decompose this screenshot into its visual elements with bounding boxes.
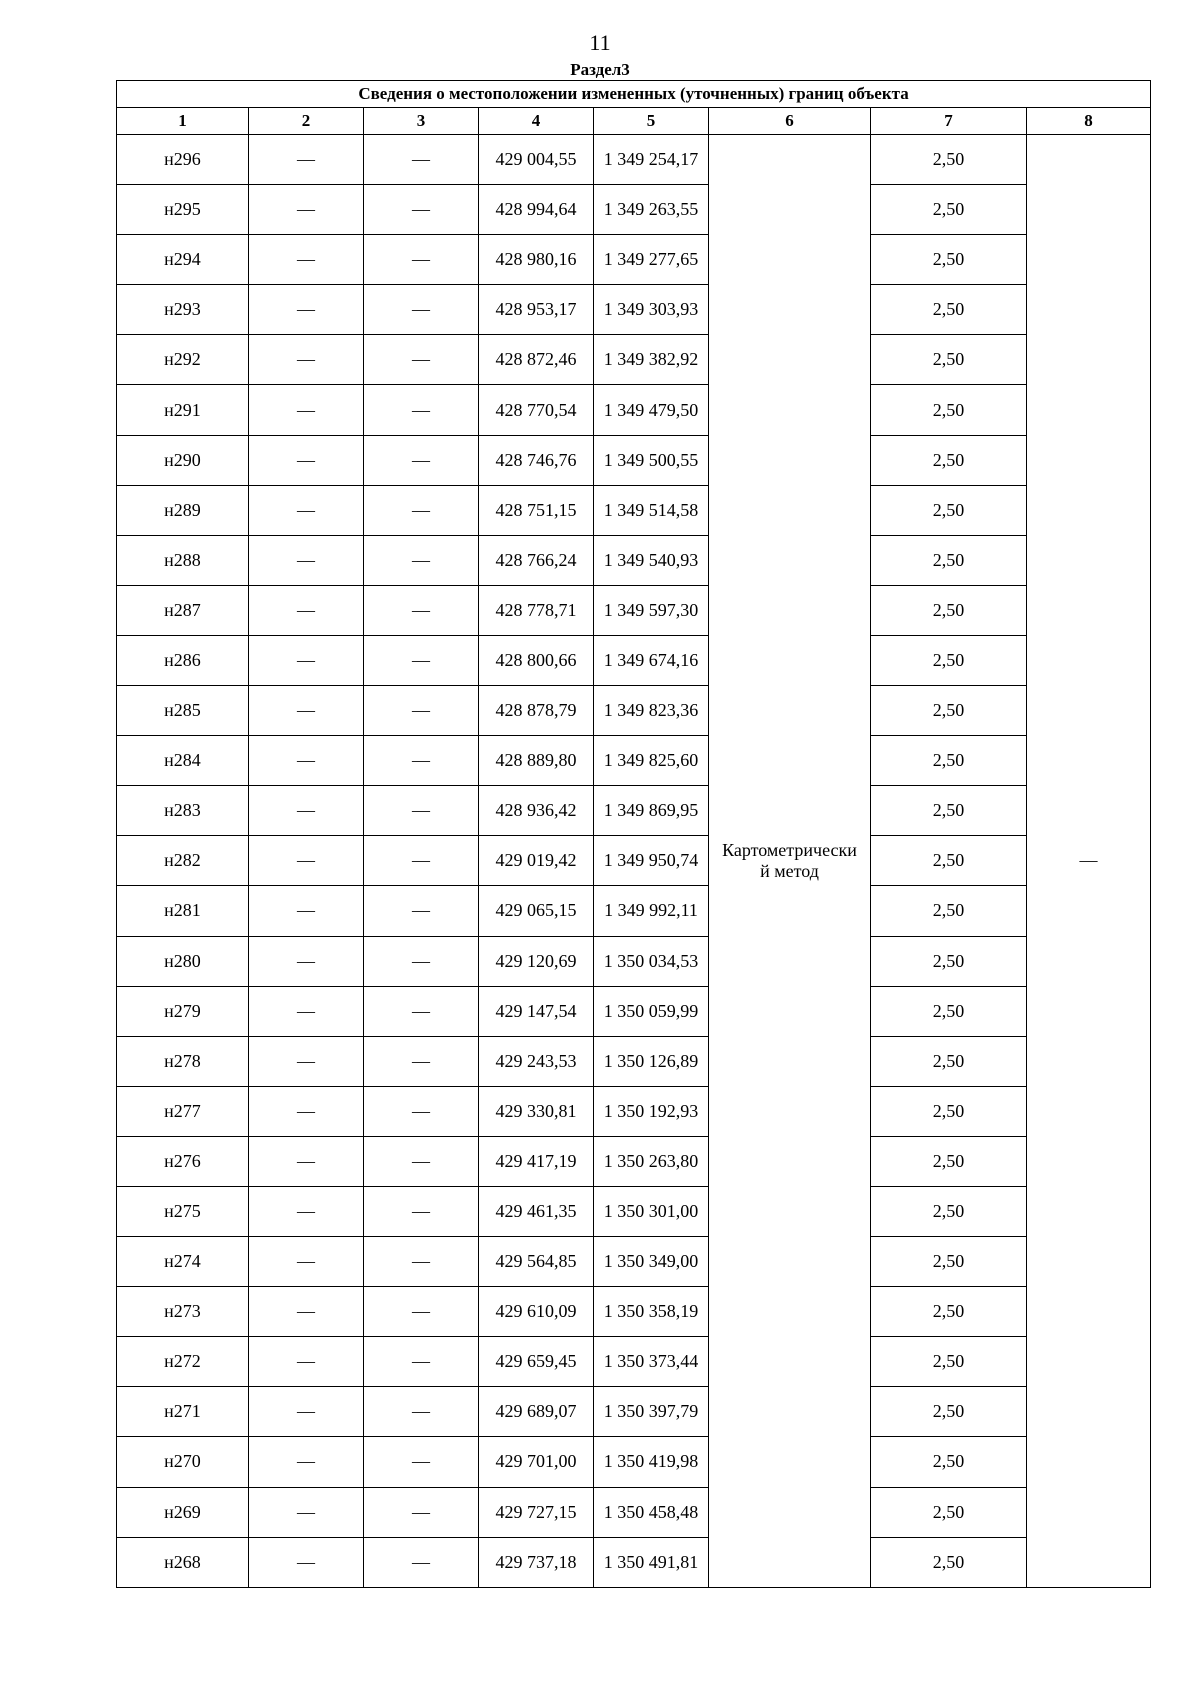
- y-coordinate-cell: 1 349 823,36: [594, 686, 709, 736]
- point-name-cell: н272: [117, 1337, 249, 1387]
- point-name-cell: н295: [117, 185, 249, 235]
- x-coordinate-cell: 429 019,42: [479, 836, 594, 886]
- column-3-dash-cell: —: [364, 135, 479, 185]
- column-2-dash-cell: —: [249, 986, 364, 1036]
- column-2-dash-cell: —: [249, 1086, 364, 1136]
- x-coordinate-cell: 428 751,15: [479, 485, 594, 535]
- column-3-dash-cell: —: [364, 836, 479, 886]
- column-2-dash-cell: —: [249, 485, 364, 535]
- column-2-dash-cell: —: [249, 1186, 364, 1236]
- column-number: 7: [871, 108, 1027, 135]
- accuracy-cell: 2,50: [871, 1537, 1027, 1587]
- accuracy-cell: 2,50: [871, 1186, 1027, 1236]
- column-2-dash-cell: —: [249, 1036, 364, 1086]
- column-3-dash-cell: —: [364, 585, 479, 635]
- y-coordinate-cell: 1 349 263,55: [594, 185, 709, 235]
- column-3-dash-cell: —: [364, 335, 479, 385]
- table-row: [117, 635, 1151, 685]
- table-body: [117, 135, 1151, 1588]
- y-coordinate-cell: 1 349 303,93: [594, 285, 709, 335]
- table-row: [117, 986, 1151, 1036]
- column-3-dash-cell: —: [364, 686, 479, 736]
- column-3-dash-cell: —: [364, 1036, 479, 1086]
- accuracy-cell: 2,50: [871, 936, 1027, 986]
- point-name-cell: н289: [117, 485, 249, 535]
- column-3-dash-cell: —: [364, 285, 479, 335]
- table-row: [117, 585, 1151, 635]
- x-coordinate-cell: 429 330,81: [479, 1086, 594, 1136]
- method-cell: [709, 135, 871, 1588]
- table-row: [117, 886, 1151, 936]
- column-2-dash-cell: —: [249, 936, 364, 986]
- column-number: 5: [594, 108, 709, 135]
- table-row: [117, 1537, 1151, 1587]
- table-row: [117, 1186, 1151, 1236]
- column-3-dash-cell: —: [364, 786, 479, 836]
- column-3-dash-cell: —: [364, 235, 479, 285]
- y-coordinate-cell: 1 349 825,60: [594, 736, 709, 786]
- accuracy-cell: 2,50: [871, 1437, 1027, 1487]
- column-3-dash-cell: —: [364, 1237, 479, 1287]
- column-2-dash-cell: —: [249, 385, 364, 435]
- point-name-cell: н268: [117, 1537, 249, 1587]
- table-row: [117, 736, 1151, 786]
- x-coordinate-cell: 429 004,55: [479, 135, 594, 185]
- x-coordinate-cell: 429 689,07: [479, 1387, 594, 1437]
- point-name-cell: н280: [117, 936, 249, 986]
- x-coordinate-cell: 428 980,16: [479, 235, 594, 285]
- column-2-dash-cell: —: [249, 686, 364, 736]
- point-name-cell: н271: [117, 1387, 249, 1437]
- x-coordinate-cell: 428 936,42: [479, 786, 594, 836]
- point-name-cell: н285: [117, 686, 249, 736]
- column-2-dash-cell: —: [249, 1487, 364, 1537]
- x-coordinate-cell: 428 770,54: [479, 385, 594, 435]
- table-row: [117, 535, 1151, 585]
- x-coordinate-cell: 428 953,17: [479, 285, 594, 335]
- column-2-dash-cell: —: [249, 585, 364, 635]
- column-2-dash-cell: —: [249, 185, 364, 235]
- y-coordinate-cell: 1 349 869,95: [594, 786, 709, 836]
- table-row: [117, 285, 1151, 335]
- x-coordinate-cell: 429 737,18: [479, 1537, 594, 1587]
- column-2-dash-cell: —: [249, 1136, 364, 1186]
- y-coordinate-cell: 1 350 263,80: [594, 1136, 709, 1186]
- table-row: [117, 1287, 1151, 1337]
- y-coordinate-cell: 1 349 597,30: [594, 585, 709, 635]
- accuracy-cell: 2,50: [871, 1136, 1027, 1186]
- column-2-dash-cell: —: [249, 285, 364, 335]
- x-coordinate-cell: 428 994,64: [479, 185, 594, 235]
- point-name-cell: н282: [117, 836, 249, 886]
- table-row: [117, 1387, 1151, 1437]
- column-2-dash-cell: —: [249, 535, 364, 585]
- y-coordinate-cell: 1 350 192,93: [594, 1086, 709, 1136]
- y-coordinate-cell: 1 349 500,55: [594, 435, 709, 485]
- column-2-dash-cell: —: [249, 1237, 364, 1287]
- accuracy-cell: 2,50: [871, 736, 1027, 786]
- accuracy-cell: 2,50: [871, 686, 1027, 736]
- point-name-cell: н281: [117, 886, 249, 936]
- accuracy-cell: 2,50: [871, 1086, 1027, 1136]
- y-coordinate-cell: 1 350 126,89: [594, 1036, 709, 1086]
- table-row: [117, 385, 1151, 435]
- column-number: 3: [364, 108, 479, 135]
- accuracy-cell: 2,50: [871, 1237, 1027, 1287]
- page-number: 11: [589, 30, 611, 55]
- x-coordinate-cell: 429 610,09: [479, 1287, 594, 1337]
- column-3-dash-cell: —: [364, 1387, 479, 1437]
- x-coordinate-cell: 428 872,46: [479, 335, 594, 385]
- y-coordinate-cell: 1 349 382,92: [594, 335, 709, 385]
- column-3-dash-cell: —: [364, 1337, 479, 1387]
- table-row: [117, 235, 1151, 285]
- y-coordinate-cell: 1 349 992,11: [594, 886, 709, 936]
- accuracy-cell: 2,50: [871, 285, 1027, 335]
- column-3-dash-cell: —: [364, 635, 479, 685]
- x-coordinate-cell: 429 727,15: [479, 1487, 594, 1537]
- column-3-dash-cell: —: [364, 1437, 479, 1487]
- accuracy-cell: 2,50: [871, 1337, 1027, 1387]
- accuracy-cell: 2,50: [871, 635, 1027, 685]
- table-row: [117, 1337, 1151, 1387]
- method-line: Картометрически: [722, 839, 857, 860]
- column-2-dash-cell: —: [249, 635, 364, 685]
- x-coordinate-cell: 429 417,19: [479, 1136, 594, 1186]
- column-2-dash-cell: —: [249, 886, 364, 936]
- table-row: [117, 936, 1151, 986]
- x-coordinate-cell: 428 889,80: [479, 736, 594, 786]
- point-name-cell: н275: [117, 1186, 249, 1236]
- x-coordinate-cell: 429 701,00: [479, 1437, 594, 1487]
- column-8-cell: —: [1027, 135, 1151, 1588]
- y-coordinate-cell: 1 349 540,93: [594, 535, 709, 585]
- point-name-cell: н274: [117, 1237, 249, 1287]
- table-row: [117, 1487, 1151, 1537]
- column-2-dash-cell: —: [249, 736, 364, 786]
- column-2-dash-cell: —: [249, 1387, 364, 1437]
- accuracy-cell: 2,50: [871, 585, 1027, 635]
- x-coordinate-cell: 429 120,69: [479, 936, 594, 986]
- point-name-cell: н284: [117, 736, 249, 786]
- point-name-cell: н292: [117, 335, 249, 385]
- y-coordinate-cell: 1 349 479,50: [594, 385, 709, 435]
- accuracy-cell: 2,50: [871, 786, 1027, 836]
- accuracy-cell: 2,50: [871, 986, 1027, 1036]
- x-coordinate-cell: 428 878,79: [479, 686, 594, 736]
- y-coordinate-cell: 1 349 674,16: [594, 635, 709, 685]
- table-title: Сведения о местоположении измененных (уточненных) границ объекта: [117, 81, 1151, 108]
- accuracy-cell: 2,50: [871, 1387, 1027, 1437]
- accuracy-cell: 2,50: [871, 1287, 1027, 1337]
- accuracy-cell: 2,50: [871, 535, 1027, 585]
- column-2-dash-cell: —: [249, 1437, 364, 1487]
- section-title: Раздел3: [570, 60, 630, 79]
- column-3-dash-cell: —: [364, 1086, 479, 1136]
- column-number: 8: [1027, 108, 1151, 135]
- column-3-dash-cell: —: [364, 1287, 479, 1337]
- point-name-cell: н294: [117, 235, 249, 285]
- table-row: [117, 335, 1151, 385]
- x-coordinate-cell: 429 659,45: [479, 1337, 594, 1387]
- y-coordinate-cell: 1 350 491,81: [594, 1537, 709, 1587]
- point-name-cell: н288: [117, 535, 249, 585]
- y-coordinate-cell: 1 350 034,53: [594, 936, 709, 986]
- column-2-dash-cell: —: [249, 135, 364, 185]
- point-name-cell: н277: [117, 1086, 249, 1136]
- x-coordinate-cell: 429 243,53: [479, 1036, 594, 1086]
- y-coordinate-cell: 1 350 458,48: [594, 1487, 709, 1537]
- table-row: [117, 135, 1151, 185]
- point-name-cell: н293: [117, 285, 249, 335]
- table-row: [117, 836, 1151, 886]
- column-3-dash-cell: —: [364, 986, 479, 1036]
- y-coordinate-cell: 1 350 419,98: [594, 1437, 709, 1487]
- column-2-dash-cell: —: [249, 1537, 364, 1587]
- point-name-cell: н290: [117, 435, 249, 485]
- column-2-dash-cell: —: [249, 836, 364, 886]
- point-name-cell: н273: [117, 1287, 249, 1337]
- point-name-cell: н287: [117, 585, 249, 635]
- x-coordinate-cell: 428 766,24: [479, 535, 594, 585]
- accuracy-cell: 2,50: [871, 335, 1027, 385]
- column-3-dash-cell: —: [364, 1537, 479, 1587]
- point-name-cell: н278: [117, 1036, 249, 1086]
- x-coordinate-cell: 429 065,15: [479, 886, 594, 936]
- accuracy-cell: 2,50: [871, 886, 1027, 936]
- column-3-dash-cell: —: [364, 1186, 479, 1236]
- accuracy-cell: 2,50: [871, 385, 1027, 435]
- point-name-cell: н291: [117, 385, 249, 435]
- x-coordinate-cell: 428 800,66: [479, 635, 594, 685]
- y-coordinate-cell: 1 349 514,58: [594, 485, 709, 535]
- column-3-dash-cell: —: [364, 535, 479, 585]
- column-2-dash-cell: —: [249, 1287, 364, 1337]
- point-name-cell: н269: [117, 1487, 249, 1537]
- table-row: [117, 1086, 1151, 1136]
- y-coordinate-cell: 1 349 277,65: [594, 235, 709, 285]
- accuracy-cell: 2,50: [871, 235, 1027, 285]
- accuracy-cell: 2,50: [871, 485, 1027, 535]
- table-row: [117, 1136, 1151, 1186]
- column-3-dash-cell: —: [364, 385, 479, 435]
- y-coordinate-cell: 1 349 254,17: [594, 135, 709, 185]
- accuracy-cell: 2,50: [871, 1487, 1027, 1537]
- point-name-cell: н279: [117, 986, 249, 1036]
- column-2-dash-cell: —: [249, 235, 364, 285]
- x-coordinate-cell: 428 746,76: [479, 435, 594, 485]
- y-coordinate-cell: 1 350 397,79: [594, 1387, 709, 1437]
- column-3-dash-cell: —: [364, 485, 479, 535]
- column-2-dash-cell: —: [249, 435, 364, 485]
- column-3-dash-cell: —: [364, 1487, 479, 1537]
- table-row: [117, 185, 1151, 235]
- column-3-dash-cell: —: [364, 1136, 479, 1186]
- method-line: й метод: [760, 860, 819, 881]
- accuracy-cell: 2,50: [871, 185, 1027, 235]
- x-coordinate-cell: 429 147,54: [479, 986, 594, 1036]
- y-coordinate-cell: 1 349 950,74: [594, 836, 709, 886]
- y-coordinate-cell: 1 350 373,44: [594, 1337, 709, 1387]
- table-row: [117, 1237, 1151, 1287]
- column-number: 1: [117, 108, 249, 135]
- column-2-dash-cell: —: [249, 786, 364, 836]
- y-coordinate-cell: 1 350 358,19: [594, 1287, 709, 1337]
- column-3-dash-cell: —: [364, 185, 479, 235]
- x-coordinate-cell: 428 778,71: [479, 585, 594, 635]
- table-row: [117, 435, 1151, 485]
- column-2-dash-cell: —: [249, 1337, 364, 1387]
- table-row: [117, 485, 1151, 535]
- y-coordinate-cell: 1 350 301,00: [594, 1186, 709, 1236]
- column-number: 6: [709, 108, 871, 135]
- column-3-dash-cell: —: [364, 435, 479, 485]
- boundary-table: [116, 80, 1151, 1588]
- column-number-row: [117, 108, 1151, 135]
- point-name-cell: н296: [117, 135, 249, 185]
- accuracy-cell: 2,50: [871, 135, 1027, 185]
- accuracy-cell: 2,50: [871, 435, 1027, 485]
- table-row: [117, 686, 1151, 736]
- y-coordinate-cell: 1 350 059,99: [594, 986, 709, 1036]
- table-row: [117, 1036, 1151, 1086]
- column-number: 4: [479, 108, 594, 135]
- accuracy-cell: 2,50: [871, 1036, 1027, 1086]
- point-name-cell: н276: [117, 1136, 249, 1186]
- accuracy-cell: 2,50: [871, 836, 1027, 886]
- point-name-cell: н270: [117, 1437, 249, 1487]
- column-2-dash-cell: —: [249, 335, 364, 385]
- column-3-dash-cell: —: [364, 886, 479, 936]
- point-name-cell: н283: [117, 786, 249, 836]
- table-row: [117, 786, 1151, 836]
- column-number: 2: [249, 108, 364, 135]
- table-row: [117, 1437, 1151, 1487]
- x-coordinate-cell: 429 461,35: [479, 1186, 594, 1236]
- column-3-dash-cell: —: [364, 936, 479, 986]
- point-name-cell: н286: [117, 635, 249, 685]
- y-coordinate-cell: 1 350 349,00: [594, 1237, 709, 1287]
- x-coordinate-cell: 429 564,85: [479, 1237, 594, 1287]
- column-3-dash-cell: —: [364, 736, 479, 786]
